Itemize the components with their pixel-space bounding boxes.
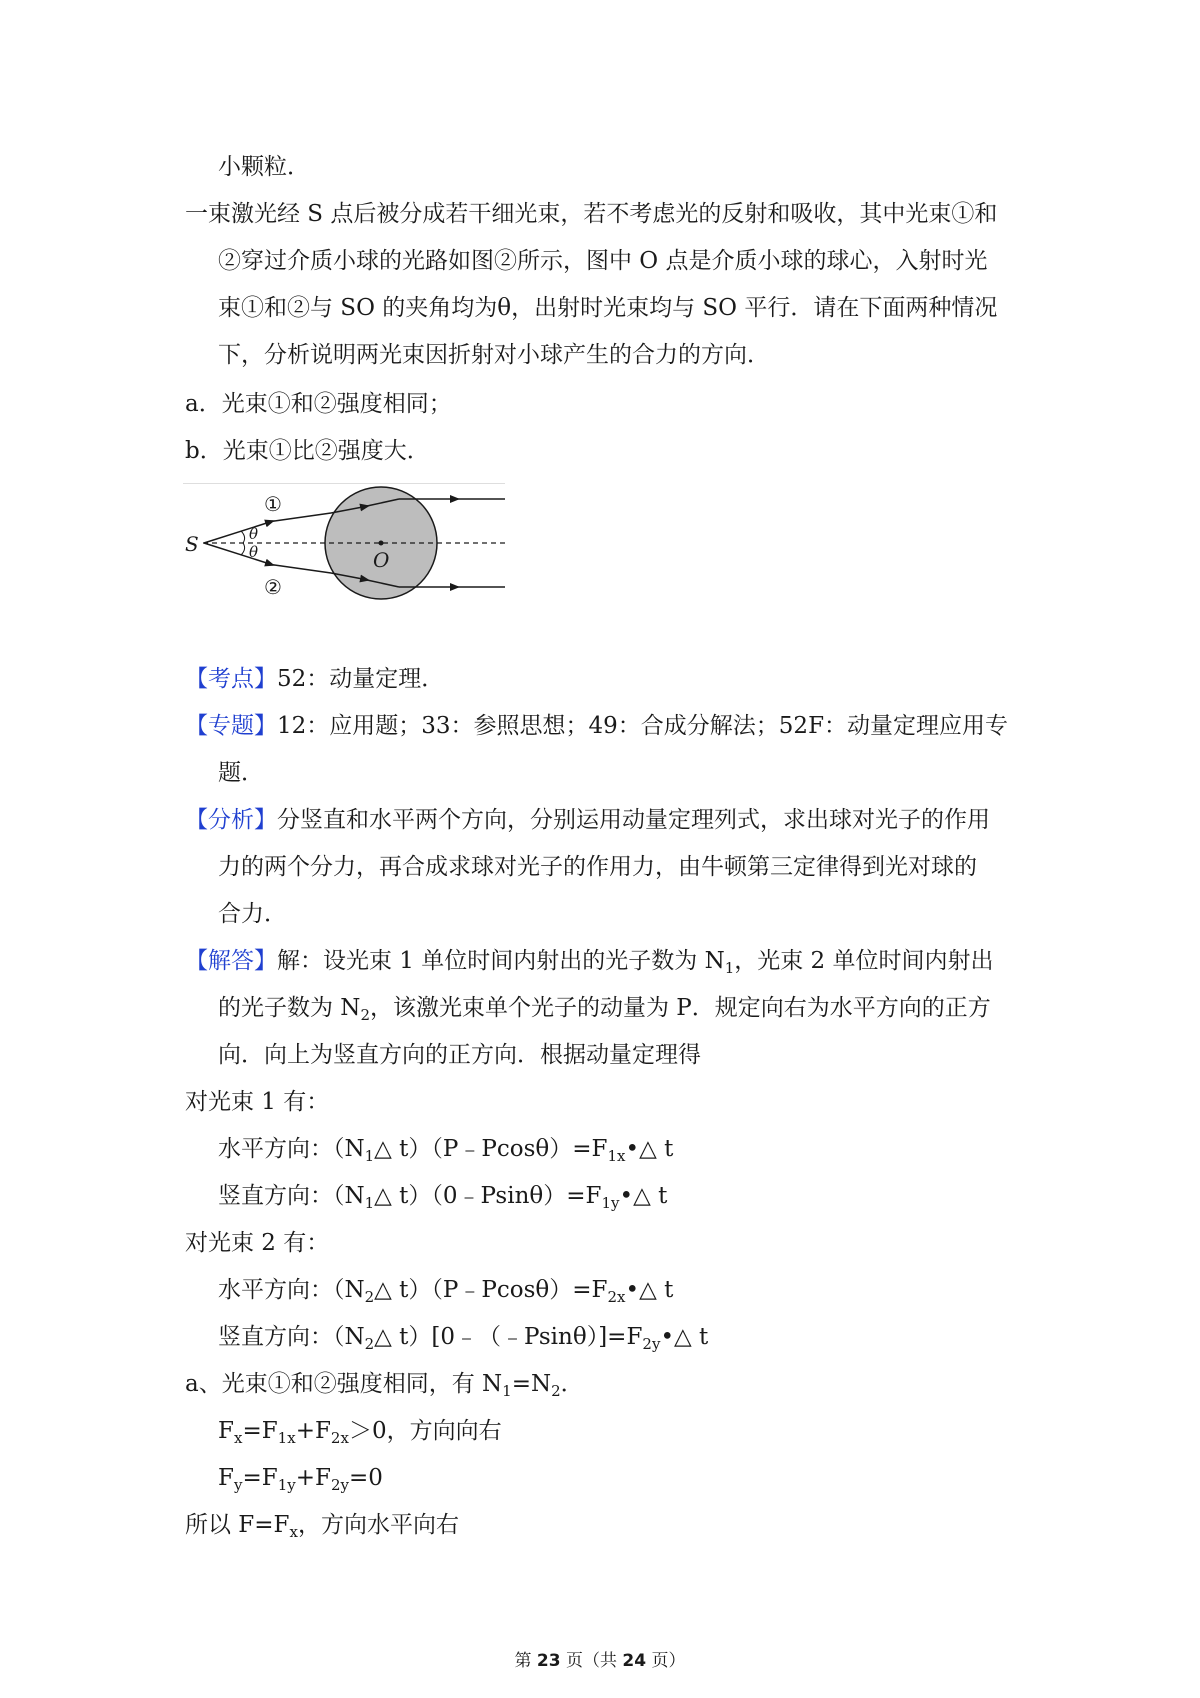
sub-n2: 2	[360, 1006, 370, 1024]
eq-part: 竖直方向：（N	[218, 1324, 365, 1350]
question-line-0: 小颗粒．	[218, 154, 310, 180]
beam-1-incident-arrow	[204, 521, 273, 543]
eq-part: +F	[295, 1465, 331, 1491]
section-kaodian	[185, 664, 444, 694]
beam-1-horizontal-eq	[218, 1134, 673, 1164]
eq-sub: 1y	[601, 1194, 620, 1212]
fenxi-text-3: 合力．	[218, 901, 287, 927]
label-s: S	[185, 532, 199, 556]
eq-part: ．	[560, 1371, 584, 1397]
label-beam-1: ①	[264, 492, 282, 516]
eq-part: 竖直方向：（N	[218, 1183, 365, 1209]
eq-part: 水平方向：（N	[218, 1277, 365, 1303]
question-part-a: a．光束①和②强度相同；	[185, 391, 452, 417]
jieda-text-2a: 的光子数为 N	[218, 995, 361, 1021]
eq-sub: 1y	[277, 1476, 296, 1494]
part-a-fx	[218, 1416, 502, 1446]
eq-sub: 2x	[330, 1429, 349, 1447]
beam-1-title: 对光束 1 有：	[185, 1089, 330, 1115]
eq-part: △ t）[0﹣（﹣Psinθ）]=F	[374, 1324, 643, 1350]
eq-sub: x	[289, 1523, 298, 1541]
eq-part: △ t）（P﹣Pcosθ）=F	[374, 1277, 608, 1303]
part-a-statement	[185, 1369, 584, 1399]
eq-part: =N	[511, 1371, 552, 1397]
optics-figure	[183, 483, 508, 603]
part-a-conclusion	[185, 1510, 459, 1540]
question-line-2: ②穿过介质小球的光路如图②所示，图中 O 点是介质小球的球心，入射时光	[218, 248, 988, 274]
question-line-3: 束①和②与 SO 的夹角均为θ，出射时光束均与 SO 平行．请在下面两种情况	[218, 295, 998, 321]
footer-mid: 页（共	[560, 1651, 623, 1671]
eq-part: •△ t	[625, 1136, 674, 1162]
theta-arc-2	[241, 543, 245, 555]
jieda-text-2b: ，该激光束单个光子的动量为 P．规定向右为水平方向的正方	[369, 995, 991, 1021]
beam-2-incident	[271, 565, 331, 574]
beam-2-incident-arrow	[204, 543, 273, 565]
kaodian-text: 52：动量定理．	[277, 666, 445, 692]
section-zhuanti	[185, 711, 1008, 741]
eq-part: ＞0，方向向右	[348, 1418, 502, 1444]
eq-part: 所以 F=F	[185, 1512, 290, 1538]
question-part-b: b．光束①比②强度大．	[185, 438, 430, 464]
beam-1-vertical-eq	[218, 1181, 667, 1211]
eq-sub: 2	[364, 1335, 375, 1353]
part-a-fy	[218, 1463, 383, 1493]
jieda-line-2	[218, 993, 991, 1023]
eq-part: 水平方向：（N	[218, 1136, 365, 1162]
center-point	[379, 541, 384, 546]
label-theta-bottom: θ	[249, 543, 259, 561]
eq-part: +F	[295, 1418, 331, 1444]
beam-2-vertical-eq	[218, 1322, 708, 1352]
eq-part: △ t）（0﹣Psinθ）=F	[374, 1183, 602, 1209]
section-fenxi	[185, 805, 990, 835]
eq-sub: 2y	[330, 1476, 349, 1494]
page-total: 24	[622, 1651, 647, 1671]
beam-2-title: 对光束 2 有：	[185, 1230, 330, 1256]
zhuanti-text-1: 12：应用题；33：参照思想；49：合成分解法；52F：动量定理应用专	[277, 713, 1009, 739]
eq-part: •△ t	[619, 1183, 668, 1209]
eq-part: •△ t	[625, 1277, 674, 1303]
fenxi-text-1: 分竖直和水平两个方向，分别运用动量定理列式，求出球对光子的作用	[277, 807, 990, 833]
eq-sub: 1x	[277, 1429, 296, 1447]
label-o: O	[373, 548, 390, 572]
eq-sub: 1	[364, 1147, 375, 1165]
eq-sub: y	[233, 1476, 243, 1494]
eq-sub: x	[233, 1429, 243, 1447]
eq-part: ，方向水平向右	[297, 1512, 459, 1538]
eq-part: •△ t	[660, 1324, 709, 1350]
eq-part: F	[218, 1465, 234, 1491]
eq-sub: 2	[364, 1288, 375, 1306]
fenxi-text-2: 力的两个分力，再合成求球对光子的作用力，由牛顿第三定律得到光对球的	[218, 854, 977, 880]
footer-pre: 第	[514, 1651, 537, 1671]
tag-zhuanti: 【专题】	[185, 713, 277, 739]
eq-part: a、光束①和②强度相同，有 N	[185, 1371, 503, 1397]
eq-part: =F	[242, 1418, 278, 1444]
page-footer	[0, 1646, 1200, 1671]
eq-part: =F	[242, 1465, 278, 1491]
eq-sub: 2x	[607, 1288, 626, 1306]
eq-part: F	[218, 1418, 234, 1444]
label-theta-top: θ	[249, 525, 259, 543]
footer-post: 页）	[646, 1651, 686, 1671]
zhuanti-text-2: 题．	[218, 760, 264, 786]
tag-kaodian: 【考点】	[185, 666, 277, 692]
eq-sub: 1x	[607, 1147, 626, 1165]
jieda-text-1b: ，光束 2 单位时间内射出	[734, 948, 994, 974]
tag-fenxi: 【分析】	[185, 807, 277, 833]
eq-sub: 1	[364, 1194, 375, 1212]
jieda-text-1a: 解：设光束 1 单位时间内射出的光子数为 N	[277, 948, 725, 974]
page-number: 23	[536, 1651, 561, 1671]
eq-part: =0	[348, 1465, 383, 1491]
theta-arc-1	[241, 531, 245, 543]
eq-sub: 2	[551, 1382, 561, 1400]
eq-part: △ t）（P﹣Pcosθ）=F	[374, 1136, 608, 1162]
jieda-line-3: 向．向上为竖直方向的正方向．根据动量定理得	[218, 1042, 701, 1068]
question-line-4: 下，分析说明两光束因折射对小球产生的合力的方向．	[218, 342, 770, 368]
sub-n1: 1	[724, 959, 735, 977]
tag-jieda: 【解答】	[185, 948, 277, 974]
eq-sub: 1	[502, 1382, 512, 1400]
beam-2-horizontal-eq	[218, 1275, 673, 1305]
section-jieda	[185, 946, 994, 976]
label-beam-2: ②	[264, 575, 282, 599]
eq-sub: 2y	[642, 1335, 661, 1353]
question-line-1: 一束激光经 S 点后被分成若干细光束，若不考虑光的反射和吸收，其中光束①和	[185, 201, 998, 227]
